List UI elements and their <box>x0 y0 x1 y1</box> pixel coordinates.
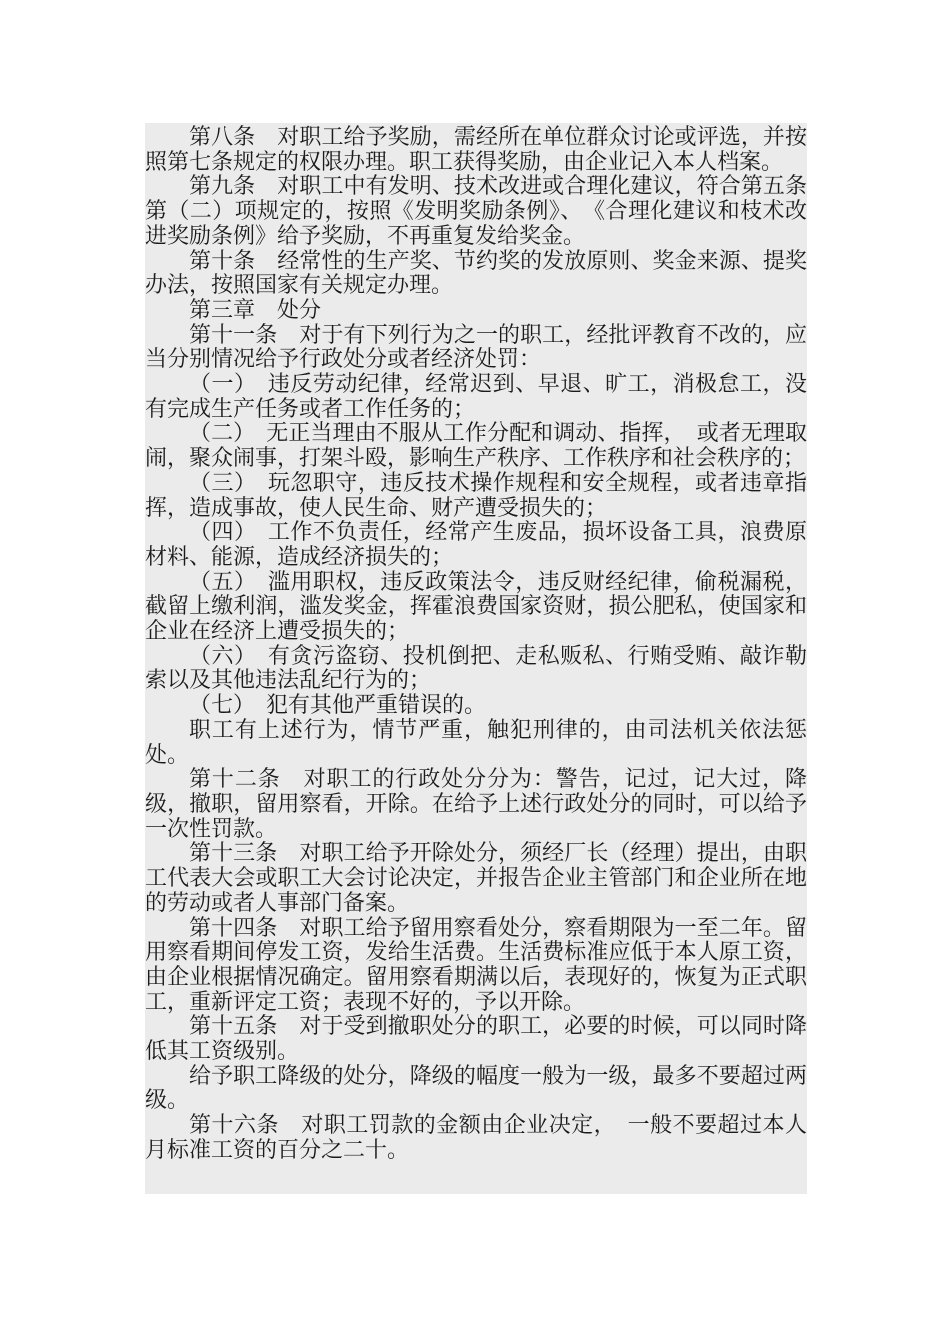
article-15-demotion-paragraph: 给予职工降级的处分，降级的幅度一般为一级，最多不要超过两级。 <box>145 1063 807 1114</box>
article-14-paragraph: 第十四条 对职工给予留用察看处分，察看期限为一至二年。留用察看期间停发工资，发给生活费。生活费标准应低于本人原工资，由企业根据情况确定。留用察看期满以后，表现好的，恢复为正式职工，重新评定工资；表现不好的，予以开除。 <box>145 915 807 1015</box>
article-11-item-2: （二） 无正当理由不服从工作分配和调动、指挥， 或者无理取闹，聚众闹事，打架斗殴，影响生产秩序、工作秩序和社会秩序的； <box>145 421 807 472</box>
article-16-paragraph: 第十六条 对职工罚款的金额由企业决定， 一般不要超过本人月标准工资的百分之二十。 <box>145 1113 807 1163</box>
article-9-paragraph: 第九条 对职工中有发明、技术改进或合理化建议，符合第五条第（二）项规定的，按照《发明奖励条例》、 《合理化建议和枝术改进奖励条例》给予奖励，不再重复发给奖金。 <box>145 174 807 249</box>
article-11-item-4: （四） 工作不负责任，经常产生废品，损坏设备工具，浪费原材料、能源，造成经济损失的； <box>145 520 807 570</box>
regulation-text-block <box>145 123 807 1194</box>
article-11-item-1: （一） 违反劳动纪律，经常迟到、早退、旷工，消极怠工，没有完成生产任务或者工作任务的； <box>145 372 807 422</box>
article-11-paragraph: 第十一条 对于有下列行为之一的职工，经批评教育不改的，应当分别情况给予行政处分或者经济处罚： <box>145 322 807 373</box>
article-15-paragraph: 第十五条 对于受到撤职处分的职工，必要的时候，可以同时降低其工资级别。 <box>145 1014 807 1065</box>
article-11-item-6: （六） 有贪污盗窃、投机倒把、走私贩私、行贿受贿、敲诈勒索以及其他违法乱纪行为的； <box>145 643 807 694</box>
article-11-item-3: （三） 玩忽职守，违反技术操作规程和安全规程，或者违章指挥，造成事故，使人民生命、财产遭受损失的； <box>145 470 807 521</box>
article-8-paragraph: 第八条 对职工给予奖励，需经所在单位群众讨论或评选，并按照第七条规定的权限办理。职工获得奖励，由企业记入本人档案。 <box>145 125 807 175</box>
chapter-3-heading: 第三章 处分 <box>189 297 322 323</box>
article-10-paragraph: 第十条 经常性的生产奖、节约奖的发放原则、奖金来源、提奖办法，按照国家有关规定办理。 <box>145 248 807 299</box>
article-11-item-7: （七） 犯有其他严重错误的。 <box>189 693 487 719</box>
article-13-paragraph: 第十三条 对职工给予开除处分，须经厂长（经理）提出，由职工代表大会或职工大会讨论决定，并报告企业主管部门和企业所在地的劳动或者人事部门备案。 <box>145 841 807 916</box>
article-12-paragraph: 第十二条 对职工的行政处分分为：警告，记过，记大过，降级，撤职，留用察看，开除。在给予上述行政处分的同时，可以给予一次性罚款。 <box>145 767 807 842</box>
article-11-criminal-paragraph: 职工有上述行为，情节严重，触犯刑律的，由司法机关依法惩处。 <box>145 717 807 768</box>
article-11-item-5: （五） 滥用职权，违反政策法令，违反财经纪律，偷税漏税，截留上缴利润，滥发奖金，挥霍浪费国家资财，损公肥私，使国家和企业在经济上遭受损失的； <box>145 569 807 645</box>
